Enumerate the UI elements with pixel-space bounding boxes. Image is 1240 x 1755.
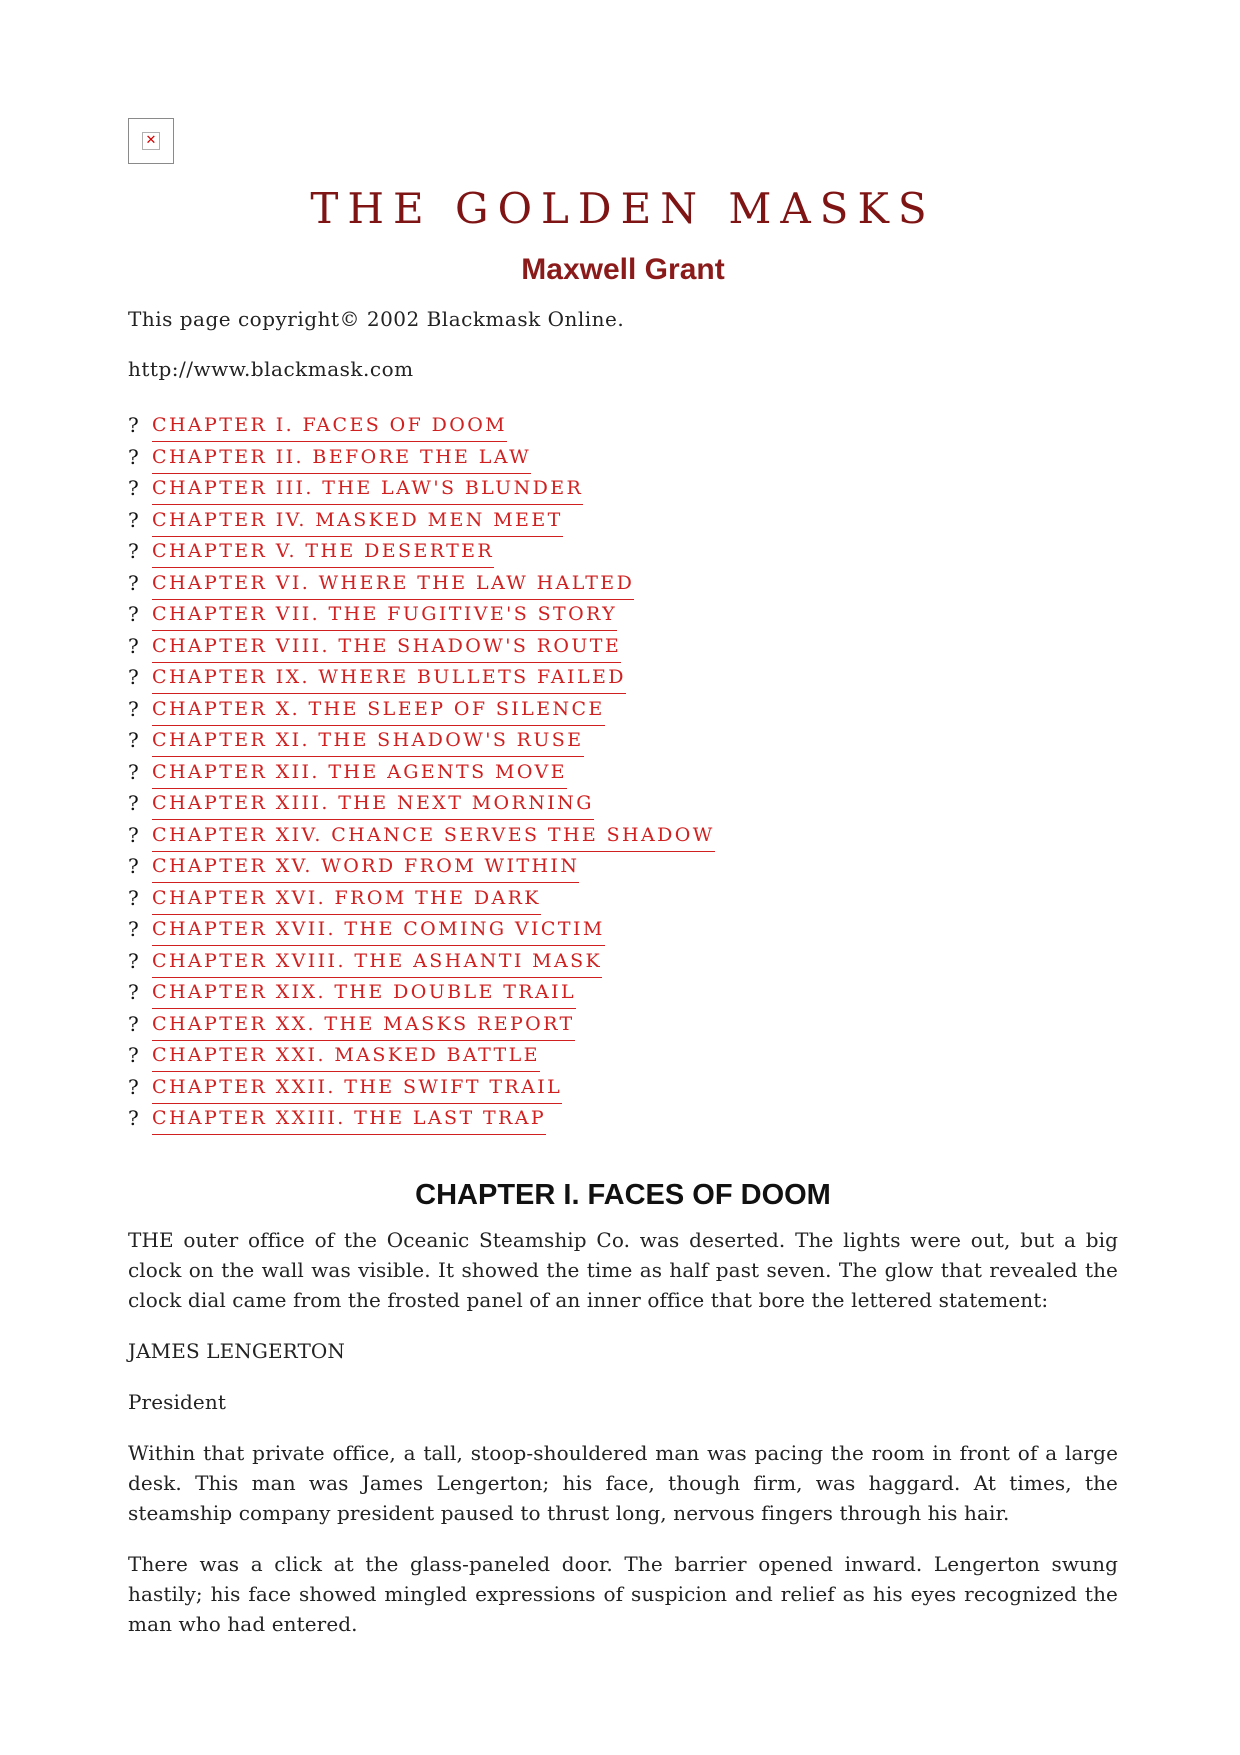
- toc-item: [128, 1105, 1118, 1137]
- toc-link-chapter-9[interactable]: CHAPTER IX. WHERE BULLETS FAILED: [152, 664, 626, 694]
- toc-item: [128, 507, 1118, 539]
- toc-item: [128, 727, 1118, 759]
- toc-link-chapter-19[interactable]: CHAPTER XIX. THE DOUBLE TRAIL: [152, 979, 576, 1009]
- toc-bullet: ?: [128, 413, 139, 437]
- toc-link-chapter-2[interactable]: CHAPTER II. BEFORE THE LAW: [152, 444, 531, 474]
- paragraph: Within that private office, a tall, stoop-shouldered man was pacing the room in front of a large desk. This man was James Lengerton; his face, though firm, was haggard. At times, the steamship company president paused to thrust long, nervous fingers through his hair.: [128, 1440, 1118, 1525]
- toc-link-chapter-1[interactable]: CHAPTER I. FACES OF DOOM: [152, 412, 507, 442]
- toc-link-chapter-17[interactable]: CHAPTER XVII. THE COMING VICTIM: [152, 916, 605, 946]
- toc-bullet: ?: [128, 854, 139, 878]
- toc-link-chapter-15[interactable]: CHAPTER XV. WORD FROM WITHIN: [152, 853, 579, 883]
- toc-bullet: ?: [128, 539, 139, 563]
- toc-link-chapter-18[interactable]: CHAPTER XVIII. THE ASHANTI MASK: [152, 948, 602, 978]
- toc-item: [128, 570, 1118, 602]
- toc-bullet: ?: [128, 602, 139, 626]
- source-url: http://www.blackmask.com: [128, 357, 414, 381]
- toc-link-chapter-21[interactable]: CHAPTER XXI. MASKED BATTLE: [152, 1042, 540, 1072]
- toc-link-chapter-20[interactable]: CHAPTER XX. THE MASKS REPORT: [152, 1011, 575, 1041]
- paragraph: THE outer office of the Oceanic Steamship Co. was deserted. The lights were out, but a big clock on the wall was visible. It showed the time as half past seven. The glow that revealed the clock dial came from the frosted panel of an inner office that bore the lettered statement:: [128, 1227, 1118, 1312]
- chapter-heading: CHAPTER I. FACES OF DOOM: [415, 1178, 831, 1211]
- toc-item: [128, 759, 1118, 791]
- broken-image-icon: ✕: [142, 132, 160, 150]
- toc-bullet: ?: [128, 507, 139, 532]
- toc-item: [128, 1011, 1118, 1043]
- toc-item: [128, 822, 1118, 854]
- toc-item: [128, 664, 1118, 696]
- toc-bullet: ?: [128, 665, 139, 689]
- toc-link-chapter-10[interactable]: CHAPTER X. THE SLEEP OF SILENCE: [152, 696, 605, 726]
- paragraph: There was a click at the glass-paneled door. The barrier opened inward. Lengerton swung hastily; his face showed mingled expressions of suspicion and relief as his eyes recognized the man who had entered.: [128, 1551, 1118, 1636]
- toc-item: [128, 601, 1118, 633]
- toc-link-chapter-23[interactable]: CHAPTER XXIII. THE LAST TRAP: [152, 1105, 546, 1135]
- toc-bullet: ?: [128, 696, 139, 721]
- toc-item: [128, 475, 1118, 507]
- toc-link-chapter-11[interactable]: CHAPTER XI. THE SHADOW'S RUSE: [152, 727, 584, 757]
- toc-item: [128, 1074, 1118, 1106]
- book-title: THE GOLDEN MASKS: [310, 184, 936, 233]
- document-page: [128, 118, 1118, 1639]
- toc-bullet: ?: [128, 1074, 139, 1099]
- toc-link-chapter-13[interactable]: CHAPTER XIII. THE NEXT MORNING: [152, 790, 594, 820]
- toc-bullet: ?: [128, 980, 139, 1004]
- toc-bullet: ?: [128, 1106, 139, 1130]
- toc-link-chapter-4[interactable]: CHAPTER IV. MASKED MEN MEET: [152, 507, 563, 537]
- toc-bullet: ?: [128, 885, 139, 910]
- copyright-notice: This page copyright© 2002 Blackmask Online.: [128, 307, 625, 331]
- toc-link-chapter-7[interactable]: CHAPTER VII. THE FUGITIVE'S STORY: [152, 601, 617, 631]
- toc-link-chapter-3[interactable]: CHAPTER III. THE LAW'S BLUNDER: [152, 475, 583, 505]
- toc-bullet: ?: [128, 759, 139, 784]
- toc-link-chapter-12[interactable]: CHAPTER XII. THE AGENTS MOVE: [152, 759, 567, 789]
- toc-bullet: ?: [128, 444, 139, 469]
- toc-item: [128, 853, 1118, 885]
- paragraph: President: [128, 1389, 226, 1414]
- toc-item: [128, 916, 1118, 948]
- toc-item: [128, 948, 1118, 980]
- book-author: Maxwell Grant: [521, 253, 725, 286]
- toc-item: [128, 885, 1118, 917]
- toc-item: [128, 979, 1118, 1011]
- toc-item: [128, 412, 1118, 444]
- toc-bullet: ?: [128, 917, 139, 941]
- toc-item: [128, 790, 1118, 822]
- toc-bullet: ?: [128, 476, 139, 500]
- toc-link-chapter-16[interactable]: CHAPTER XVI. FROM THE DARK: [152, 885, 541, 915]
- toc-link-chapter-8[interactable]: CHAPTER VIII. THE SHADOW'S ROUTE: [152, 633, 621, 663]
- paragraph: JAMES LENGERTON: [128, 1338, 345, 1363]
- table-of-contents: [128, 412, 1118, 1137]
- toc-bullet: ?: [128, 1043, 139, 1067]
- toc-link-chapter-5[interactable]: CHAPTER V. THE DESERTER: [152, 538, 494, 568]
- toc-item: [128, 444, 1118, 476]
- toc-item: [128, 538, 1118, 570]
- toc-item: [128, 633, 1118, 665]
- toc-bullet: ?: [128, 822, 139, 847]
- toc-item: [128, 1042, 1118, 1074]
- toc-item: [128, 696, 1118, 728]
- toc-link-chapter-14[interactable]: CHAPTER XIV. CHANCE SERVES THE SHADOW: [152, 822, 715, 852]
- toc-bullet: ?: [128, 791, 139, 815]
- toc-link-chapter-6[interactable]: CHAPTER VI. WHERE THE LAW HALTED: [152, 570, 634, 600]
- toc-bullet: ?: [128, 728, 139, 752]
- toc-bullet: ?: [128, 1011, 139, 1036]
- header-image-placeholder: [128, 118, 174, 164]
- chapter-body: [128, 1225, 1118, 1639]
- toc-bullet: ?: [128, 633, 139, 658]
- toc-bullet: ?: [128, 948, 139, 973]
- toc-link-chapter-22[interactable]: CHAPTER XXII. THE SWIFT TRAIL: [152, 1074, 562, 1104]
- toc-bullet: ?: [128, 570, 139, 595]
